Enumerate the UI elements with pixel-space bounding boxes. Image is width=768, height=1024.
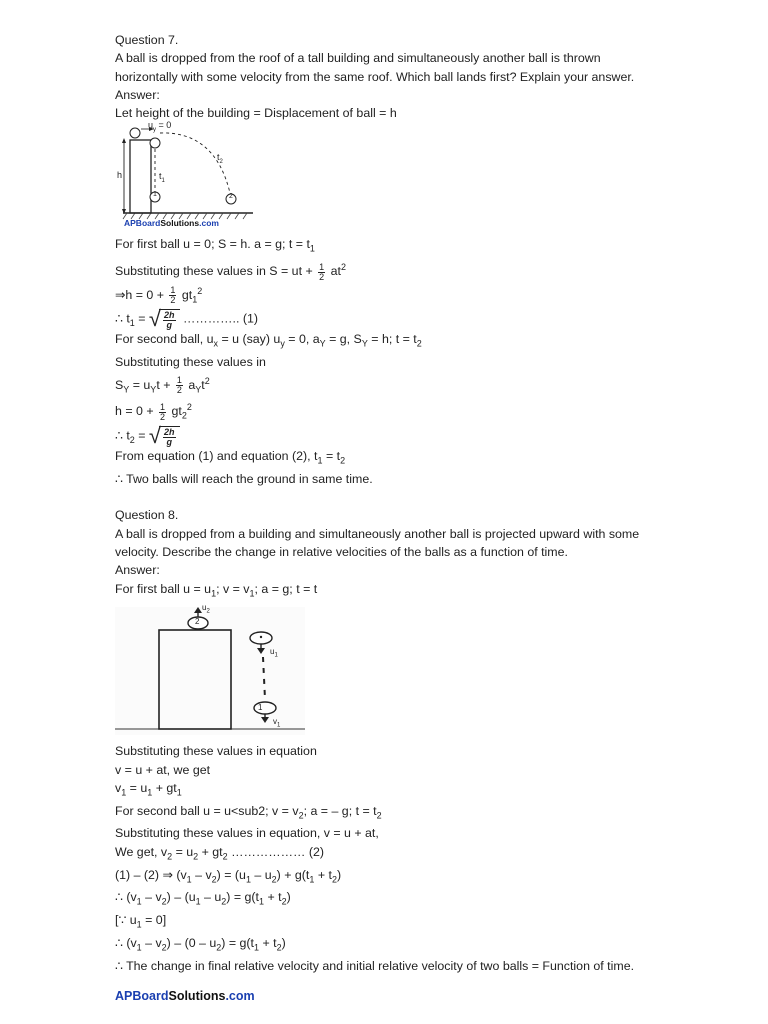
t1-label: $t_1$ [159,171,165,185]
fraction-half: $\frac{1}{2}$ [160,401,166,422]
q7-h2-eq: h = 0 + $\frac{1}{2}$ $gt_2^2$ [115,401,192,422]
q8-v-eq: v = u + at, we get [115,762,211,777]
answer-label: Answer: [115,563,160,578]
u2-label: $u_2$ [202,603,210,615]
q7-subst-1: Substituting these values in S = ut + $\frac{1}{2}$ $at^2$ [115,261,346,282]
q7-from-eq: From equation (1) and equation (2), $t_1 = t_2$ [115,449,346,466]
footer-brand[interactable]: APBoardSolutions.com [115,989,255,1003]
v1-label: $v_1$ [273,717,281,729]
t2-label: $t_2$ [217,152,223,166]
page-content [115,31,655,975]
figure-watermark: APBoardSolutions.com [124,218,219,229]
question-7-text: A ball is dropped from the roof of a tall building and simultaneously another ball is thrown horizontally with some velocity from the same roof. Which ball lands first? Explain your answer. [115,51,635,84]
q8-eq-line-3: [∵ $u_1 = 0$] [115,913,167,930]
ball-1-label: 1 [258,703,263,713]
fraction-half: $\frac{1}{2}$ [176,374,182,395]
q7-t2-eq: ∴ $t_2$ = √ $\frac{2h}{g}$ [115,425,655,447]
building-figure-q7 [115,120,260,231]
q7-conclusion: ∴ Two balls will reach the ground in same time. [115,472,373,487]
q7-eq-h: ⇒h = 0 + $\frac{1}{2}$ $gt_1^2$ [115,284,203,305]
ball-2-label: 2 [195,617,200,627]
q8-subst-eq: Substituting these values in equation [115,744,317,759]
h-label: h [117,170,123,181]
relative-velocity-diagram [115,607,305,735]
q8-eq-line-2: ∴ $(v_1 - v_2) - (u_1 - u_2) = g(t_1 + t_2)$ [115,890,291,907]
building-figure-q8 [115,603,305,735]
q7-line-height: Let height of the building = Displacement of ball = h [115,106,397,121]
q8-we-get: We get, $v_2 = u_2 + gt_2$ ……………… (2) [115,844,325,862]
q8-v1-eq: $v_1 = u_1 + gt_1$ [115,780,182,798]
square-root: √ $\frac{2h}{g}$ [149,308,180,330]
projectile-diagram [115,123,260,231]
question-8-text: A ball is dropped from a building and simultaneously another ball is projected upward with some velocity. Describe the change in relative velocities of the balls as a function of time. [115,526,640,559]
q7-t1-eq: ∴ $t_1$ = √ $\frac{2h}{g}$ ………….. (1) [115,306,258,332]
q8-conclusion: ∴ The change in final relative velocity and initial relative velocity of two balls = Function of time. [115,958,635,973]
fraction-half: $\frac{1}{2}$ [170,284,176,305]
q7-second-ball: For second ball, $u_x = u$ (say) $u_y = 0$, $a_Y = g$, $S_Y = h$; $t = t_2$ [115,332,422,349]
q7-sy-eq: $S_Y = u_Yt$ + $\frac{1}{2}$ $a_Yt^2$ [115,374,210,395]
question-8-title: Question 8. [115,508,179,523]
ball-2-label: 2 [229,193,233,201]
q8-first-ball: For first ball $u = u_1$; $v = v_1$; a = g; t = t [115,581,318,599]
u1-label: $u_1$ [270,647,278,659]
q8-subst-eq-2: Substituting these values in equation, v = u + at, [115,826,379,841]
q8-eq-line-4: ∴ $(v_1 - v_2) - (0 - u_2) = g(t_1 + t_2)$ [115,935,286,953]
q8-second-ball: For second ball u = u<sub2; $v = v_2$; a = – g; $t = t_2$ [115,803,382,821]
q7-first-ball: For first ball u = 0; S = h. a = g; $t = t_1$ [115,237,315,254]
fraction-half: $\frac{1}{2}$ [319,261,325,282]
answer-label: Answer: [115,87,160,102]
square-root: √ $\frac{2h}{g}$ [149,425,180,447]
ball-1-label: 1 [153,191,157,199]
q7-subst-2: Substituting these values in [115,355,266,370]
uy-label: $u_y = 0$ [148,120,172,134]
q8-eq-line-1: (1) – (2) ⇒ $(v_1 - v_2) = (u_1 - u_2) + g(t_1 + t_2)$ [115,867,342,884]
question-7-title: Question 7. [115,33,179,47]
